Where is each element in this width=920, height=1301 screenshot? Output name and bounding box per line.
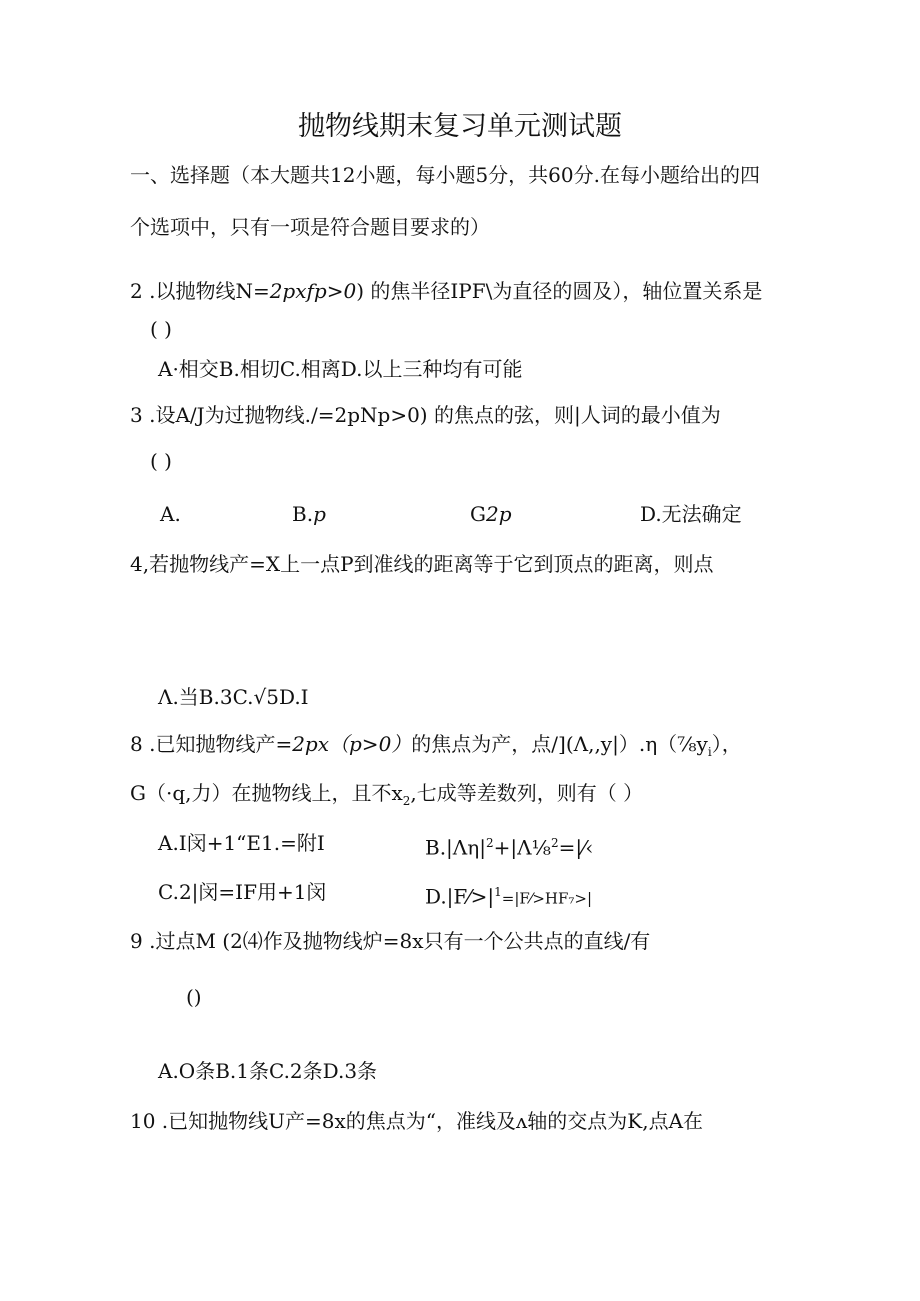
question-3-option-b bbox=[292, 501, 326, 527]
section-heading-line-2: 个选项中，只有一项是符合题目要求的） bbox=[130, 215, 490, 239]
question-8-stem-b: 2px（p>0） bbox=[292, 732, 412, 756]
question-8-option-d bbox=[425, 879, 592, 912]
question-8-stem-c: 的焦点为产，点/](Λ,,y|）.η（⅞y bbox=[411, 732, 708, 756]
question-8-option-b-c: =|⁄‹ bbox=[558, 835, 594, 860]
question-8-option-d-a: D.|F⁄>| bbox=[425, 884, 495, 909]
question-2-answer-bracket: ( ) bbox=[150, 317, 172, 341]
question-8-option-b-a: B.|Λη| bbox=[425, 835, 486, 860]
question-3-option-c-value: 2p bbox=[485, 502, 512, 526]
question-8-stem-a: 8 .已知抛物线产= bbox=[130, 732, 293, 756]
question-2-stem-b: 2pxfp>0 bbox=[269, 279, 357, 303]
question-3-option-c bbox=[470, 501, 512, 527]
question-8-option-a: A.I闵+1“E1.=附I bbox=[158, 831, 325, 855]
question-3-option-b-value: p bbox=[313, 502, 326, 526]
question-8-option-b bbox=[425, 830, 593, 861]
question-2-stem-c: ) 的焦半径IPF\为直径的圆及），轴位置关系是 bbox=[356, 279, 763, 303]
question-8-stem-line-2-a: G（·q,力）在抛物线上，且不x bbox=[130, 781, 403, 805]
question-8-stem-sub: i bbox=[707, 745, 712, 759]
question-8-option-c: C.2|闵=IF用+1闵 bbox=[158, 880, 327, 904]
question-8-option-b-sup: 2 bbox=[485, 836, 494, 850]
question-3-option-d: D.无法确定 bbox=[640, 502, 742, 526]
question-3-stem: 3 .设A/J为过抛物线./=2pNp>0) 的焦点的弦，则|人词的最小值为 bbox=[130, 403, 721, 427]
section-heading-line-1: 一、选择题（本大题共12小题，每小题5分，共60分.在每小题给出的四 bbox=[130, 163, 760, 187]
question-8-option-d-sup: 1 bbox=[494, 885, 502, 899]
question-4-options: Λ.当B.3C.√5D.I bbox=[158, 685, 309, 709]
question-8-option-b-sup-2: 2 bbox=[550, 836, 559, 850]
question-8-stem-line-2 bbox=[130, 780, 643, 814]
question-3-option-b-prefix: B. bbox=[292, 502, 314, 526]
question-9-stem: 9 .过点M (2⑷作及抛物线炉=8x只有一个公共点的直线/有 bbox=[130, 929, 651, 953]
question-9-answer-bracket: () bbox=[186, 985, 202, 1009]
question-8-stem-line-2-b: ,七成等差数列，则有（ ） bbox=[410, 781, 644, 805]
question-8-option-d-b: =|F⁄>HF₇>| bbox=[501, 889, 593, 908]
question-8-option-b-b: +|Λ⅛ bbox=[493, 835, 551, 860]
question-4-stem: 4,若抛物线产=X上一点P到准线的距离等于它到顶点的距离，则点 bbox=[130, 552, 714, 576]
question-8-stem-line-2-sub: 2 bbox=[402, 794, 411, 808]
question-3-answer-bracket: ( ) bbox=[150, 449, 172, 473]
question-8-stem-d: ）， bbox=[711, 732, 742, 756]
page-title: 抛物线期末复习单元测试题 bbox=[298, 111, 622, 142]
question-3-option-c-prefix: G bbox=[470, 502, 486, 526]
question-9-options: A.O条B.1条C.2条D.3条 bbox=[158, 1059, 378, 1083]
question-2-stem bbox=[130, 278, 762, 304]
question-2-options: A·相交B.相切C.相离D.以上三种均有可能 bbox=[158, 357, 523, 381]
question-2-stem-a: 2 .以抛物线N= bbox=[130, 279, 270, 303]
question-8-stem-line-1 bbox=[130, 731, 742, 765]
question-3-option-a: A. bbox=[160, 502, 181, 526]
question-10-stem: 10 .已知抛物线U产=8x的焦点为“，准线及ʌ轴的交点为K,点A在 bbox=[130, 1109, 704, 1133]
